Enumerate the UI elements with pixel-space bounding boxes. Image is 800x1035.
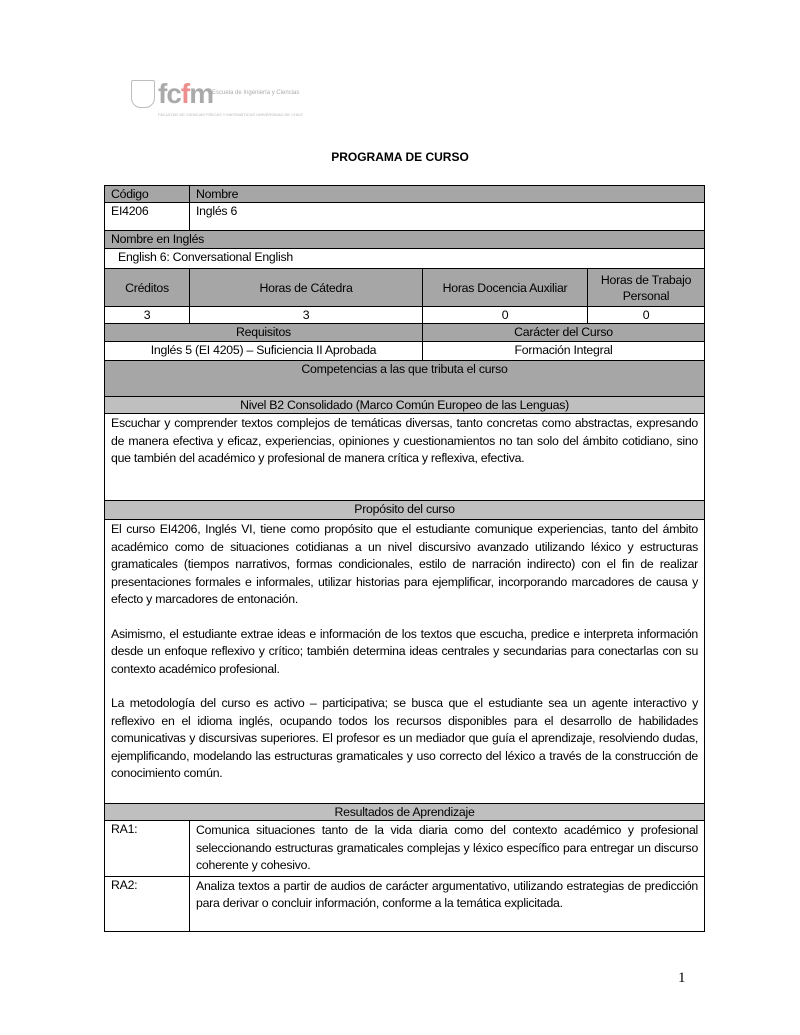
page-title: PROGRAMA DE CURSO <box>331 150 469 164</box>
nivel-text: Escuchar y comprender textos complejos de temáticas diversas, tanto concretas como abstractas, expresando de manera efectiva y eficaz, experiencias, opiniones y cuestionamientos no tan solo del ámbito cotidiano, sino que también del académico y profesional de manera crítica y reflexiva, efectiva. <box>105 414 705 501</box>
fcfm-logo <box>128 72 328 124</box>
logo-school: Escuela de Ingeniería y Ciencias <box>212 90 300 96</box>
nombre-ingles-value: English 6: Conversational English <box>105 249 705 269</box>
caracter-label: Carácter del Curso <box>423 324 705 342</box>
university-crest-icon <box>131 80 155 108</box>
personal-label: Horas de Trabajo Personal <box>588 269 705 307</box>
catedra-value: 3 <box>190 307 423 324</box>
proposito-text <box>105 520 705 804</box>
logo-faculty: FACULTAD DE CIENCIAS FÍSICAS Y MATEMÁTICAS UNIVERSIDAD DE CHILE <box>158 112 303 117</box>
personal-value: 0 <box>588 307 705 324</box>
course-table <box>104 185 705 932</box>
nombre-ingles-label: Nombre en Inglés <box>105 231 705 249</box>
catedra-label: Horas de Cátedra <box>190 269 423 307</box>
ra-id: RA1: <box>105 821 190 877</box>
nivel-label: Nivel B2 Consolidado (Marco Común Europeo de las Lenguas) <box>105 397 705 414</box>
proposito-paragraph: El curso EI4206, Inglés VI, tiene como propósito que el estudiante comunique experiencias, tanto del ámbito académico como de situaciones cotidianas a un nivel discursivo avanzado utilizando léxico y estructuras gramaticales (tiempos narrativos, formas condicionales, estilo de narración indirecto) con el fin de realizar presentaciones formales e informales, utilizar historias para ejemplificar, incorporando marcadores de causa y efecto y marcadores de entonación. <box>111 522 699 606</box>
requisitos-value: Inglés 5 (EI 4205) – Suficiencia II Aprobada <box>105 342 423 361</box>
nombre-value: Inglés 6 <box>190 203 705 231</box>
competencias-label: Competencias a las que tributa el curso <box>105 361 705 397</box>
auxiliar-label: Horas Docencia Auxiliar <box>423 269 588 307</box>
creditos-label: Créditos <box>105 269 190 307</box>
auxiliar-value: 0 <box>423 307 588 324</box>
page-number: 1 <box>678 970 686 986</box>
ra-text: Analiza textos a partir de audios de carácter argumentativo, utilizando estrategias de predicción para derivar o concluir información, conforme a la temática explicitada. <box>190 876 705 931</box>
codigo-label: Código <box>105 186 190 203</box>
creditos-value: 3 <box>105 307 190 324</box>
proposito-paragraph: La metodología del curso es activo – participativa; se busca que el estudiante sea un agente interactivo y reflexivo en el idioma inglés, ocupando todos los recursos disponibles para el desarrollo de habilidades comunicativas y discursivas superiores. El profesor es un mediador que guía el aprendizaje, resolviendo dudas, ejemplificando, modelando las estructuras gramaticales y uso correcto del léxico a través de la construcción de conocimiento común. <box>111 696 699 780</box>
resultados-label: Resultados de Aprendizaje <box>105 804 705 821</box>
ra-text: Comunica situaciones tanto de la vida diaria como del contexto académico y profesional seleccionando estructuras gramaticales complejas y léxico específico para entregar un discurso coherente y cohesivo. <box>190 821 705 877</box>
nombre-label: Nombre <box>190 186 705 203</box>
proposito-paragraph: Asimismo, el estudiante extrae ideas e información de los textos que escucha, predice e interpreta información desde un enfoque reflexivo y crítico; también determina ideas centrales y secundarias para conectarlas con su contexto académico profesional. <box>111 626 699 676</box>
requisitos-label: Requisitos <box>105 324 423 342</box>
logo-wordmark: fcfm <box>158 78 214 109</box>
caracter-value: Formación Integral <box>423 342 705 361</box>
ra-id: RA2: <box>105 876 190 931</box>
proposito-label: Propósito del curso <box>105 501 705 520</box>
codigo-value: EI4206 <box>105 203 190 231</box>
